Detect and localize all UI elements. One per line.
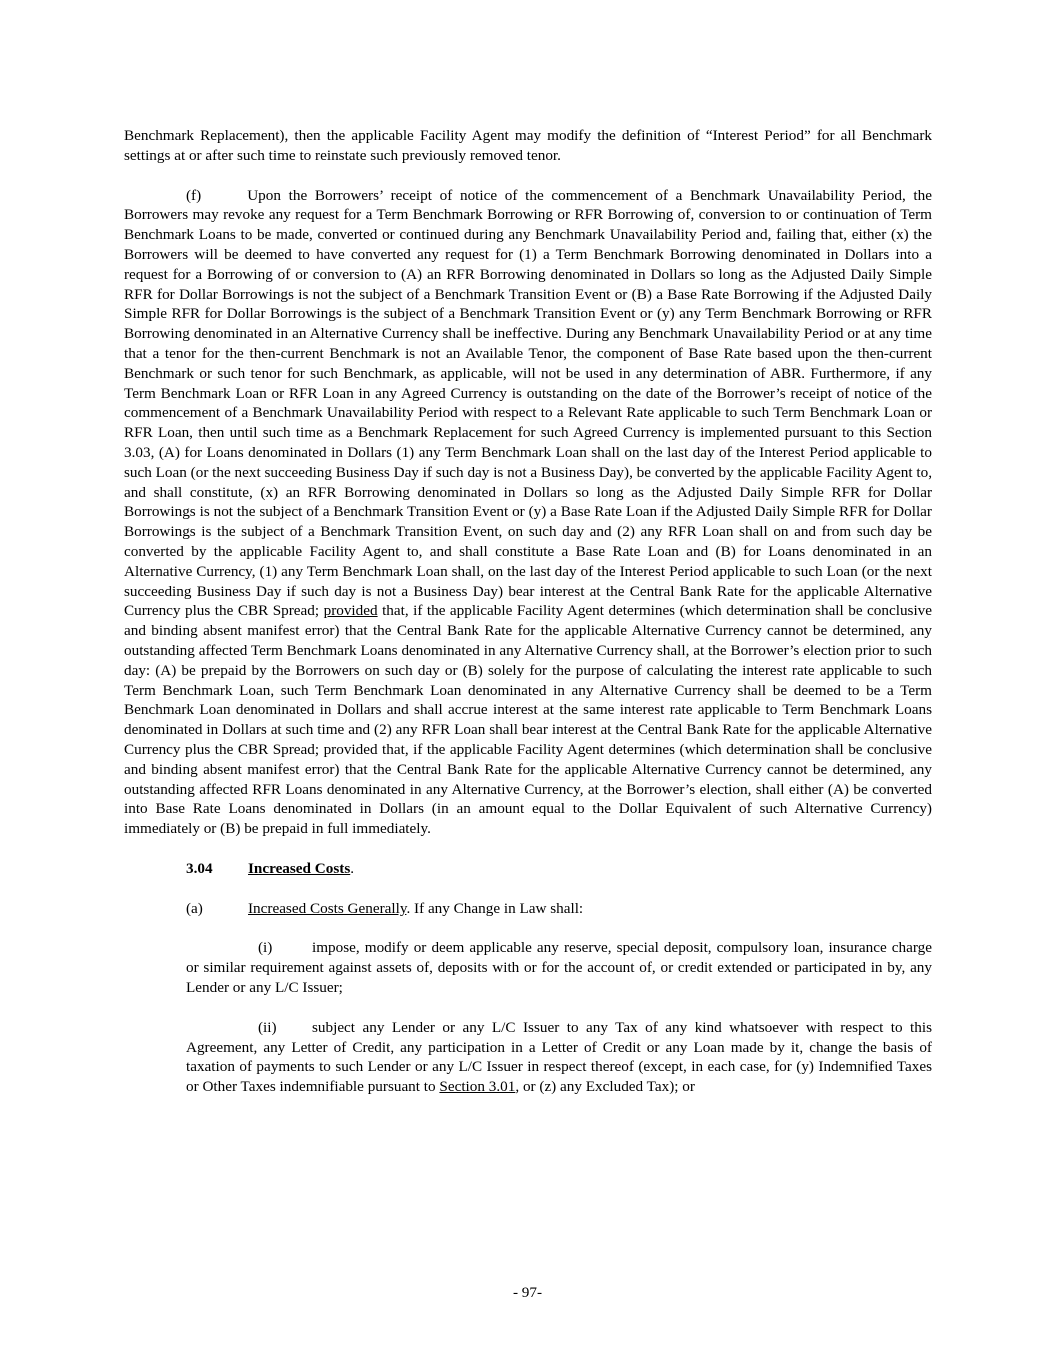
page-number: - 97- [512, 1284, 543, 1301]
document-page [124, 126, 932, 1097]
item-ii-label: (ii) [258, 1018, 277, 1036]
item-i [124, 938, 932, 997]
item-ii-text-continued: , or (z) any Excluded Tax); or [515, 1078, 695, 1096]
provided-term: provided [323, 602, 378, 620]
item-i-text: impose, modify or deem applicable any reserve, special deposit, compulsory loan, insurance charge or similar requirement against assets of, deposits with or for the account of, or credit extended or participated in by, any Lender or any L/C Issuer; [186, 939, 932, 997]
section-number: 3.04 [186, 859, 213, 877]
item-i-label: (i) [258, 939, 273, 957]
paragraph-f-text: Upon the Borrowers’ receipt of notice of the commencement of a Benchmark Unavailability Period, the Borrowers may revoke any request for a Term Benchmark Borrowing or RFR Borrowing of, conversion to or continuation of Term Benchmark Loans to be made, converted or continued during any Benchmark Unavailability Period and, failing that, either (x) the Borrowers will be deemed to have converted any request for (1) a Term Benchmark Borrowing denominated in Dollars into a request for a Borrowing of or conversion to (A) an RFR Borrowing denominated in Dollars so long as the Adjusted Daily Simple RFR for Dollar Borrowings is not the subject of a Benchmark Transition Event or (B) a Base Rate Borrowing if the Adjusted Daily Simple RFR for Dollar Borrowings is the subject of a Benchmark Transition Event or (y) any Term Benchmark Borrowing or RFR Borrowing denominated in an Alternative Currency shall be ineffective. During any Benchmark Unavailability Period or at any time that a tenor for the then-current Benchmark is not an Available Tenor, the component of Base Rate based upon the then-current Benchmark or such tenor for such Benchmark, as applicable, will not be used in any determination of ABR. Furthermore, if any Term Benchmark Loan or RFR Loan in any Agreed Currency is outstanding on the date of the Borrower’s receipt of notice of the commencement of a Benchmark Unavailability Period with respect to a Relevant Rate applicable to such Term Benchmark Loan or RFR Loan, then until such time as a Benchmark Replacement for such Agreed Currency is implemented pursuant to this Section 3.03, (A) for Loans denominated in Dollars (1) any Term Benchmark Loan shall on the last day of the Interest Period applicable to such Loan (or the next succeeding Business Day if such day is not a Business Day), be converted by the applicable Facility Agent to, and shall constitute, (x) an RFR Borrowing denominated in Dollars so long as the Adjusted Daily Simple RFR for Dollar Borrowings is not the subject of a Benchmark Transition Event or (y) a Base Rate Loan if the Adjusted Daily Simple RFR for Dollar Borrowings is the subject of a Benchmark Transition Event, on such day and (2) any RFR Loan shall on and from such day be converted by the applicable Facility Agent to, and shall constitute a Base Rate Loan and (B) for Loans denominated in an Alternative Currency, (1) any Term Benchmark Loan shall, on the last day of the Interest Period applicable to such Loan (or the next succeeding Business Day if such day is not a Business Day) bear interest at the Central Bank Rate for the applicable Alternative Currency plus the CBR Spread; [124, 186, 932, 620]
continuation-paragraph: Benchmark Replacement), then the applicable Facility Agent may modify the definition of “Interest Period” for all Benchmark settings at or after such time to reinstate such previously removed tenor. [124, 127, 932, 164]
subsection-a-title: Increased Costs Generally [248, 899, 407, 917]
section-3-01-reference[interactable]: Section 3.01 [439, 1078, 516, 1096]
subsection-a-text: . If any Change in Law shall: [406, 899, 584, 917]
subsection-a-label: (a) [186, 899, 203, 917]
section-title: Increased Costs [248, 859, 351, 877]
paragraph-f-text-continued: that, if the applicable Facility Agent determines (which determination shall be conclusive and binding absent manifest error) that the Central Bank Rate for the applicable Alternative Currency cannot be determined, any outstanding affected Term Benchmark Loans denominated in any Alternative Currency shall, at the Borrower’s election prior to such day: (A) be prepaid by the Borrowers on such day or (B) solely for the purpose of calculating the interest rate applicable to such Term Benchmark Loan, such Term Benchmark Loan denominated in any Alternative Currency shall be deemed to be a Term Benchmark Loan denominated in Dollars and shall accrue interest at the same interest rate applicable to Term Benchmark Loans denominated in Dollars at such time and (2) any RFR Loan shall bear interest at the Central Bank Rate for the applicable Alternative Currency plus the CBR Spread; provided that, if the applicable Facility Agent determines (which determination shall be conclusive and binding absent manifest error) that the Central Bank Rate for the applicable Alternative Currency cannot be determined, any outstanding affected RFR Loans denominated in any Alternative Currency, at the Borrower’s election, shall either (A) be converted into Base Rate Loans denominated in Dollars (in an amount equal to the Dollar Equivalent of such Alternative Currency) immediately or (B) be prepaid in full immediately. [124, 602, 932, 838]
subsection-a [124, 899, 932, 919]
section-title-suffix: . [350, 859, 355, 877]
item-ii-text: subject any Lender or any L/C Issuer to any Tax of any kind whatsoever with respect to this Agreement, any Letter of Credit, any participation in a Letter of Credit or any Loan made by it, change the basis of taxation of payments to such Lender or any L/C Issuer in respect thereof (except, in each case, for (y) Indemnified Taxes or Other Taxes indemnifiable pursuant to [186, 1018, 932, 1096]
paragraph-f-label: (f) [186, 186, 202, 204]
paragraph-f [124, 186, 932, 839]
section-heading [124, 859, 932, 879]
item-ii [124, 1018, 932, 1097]
